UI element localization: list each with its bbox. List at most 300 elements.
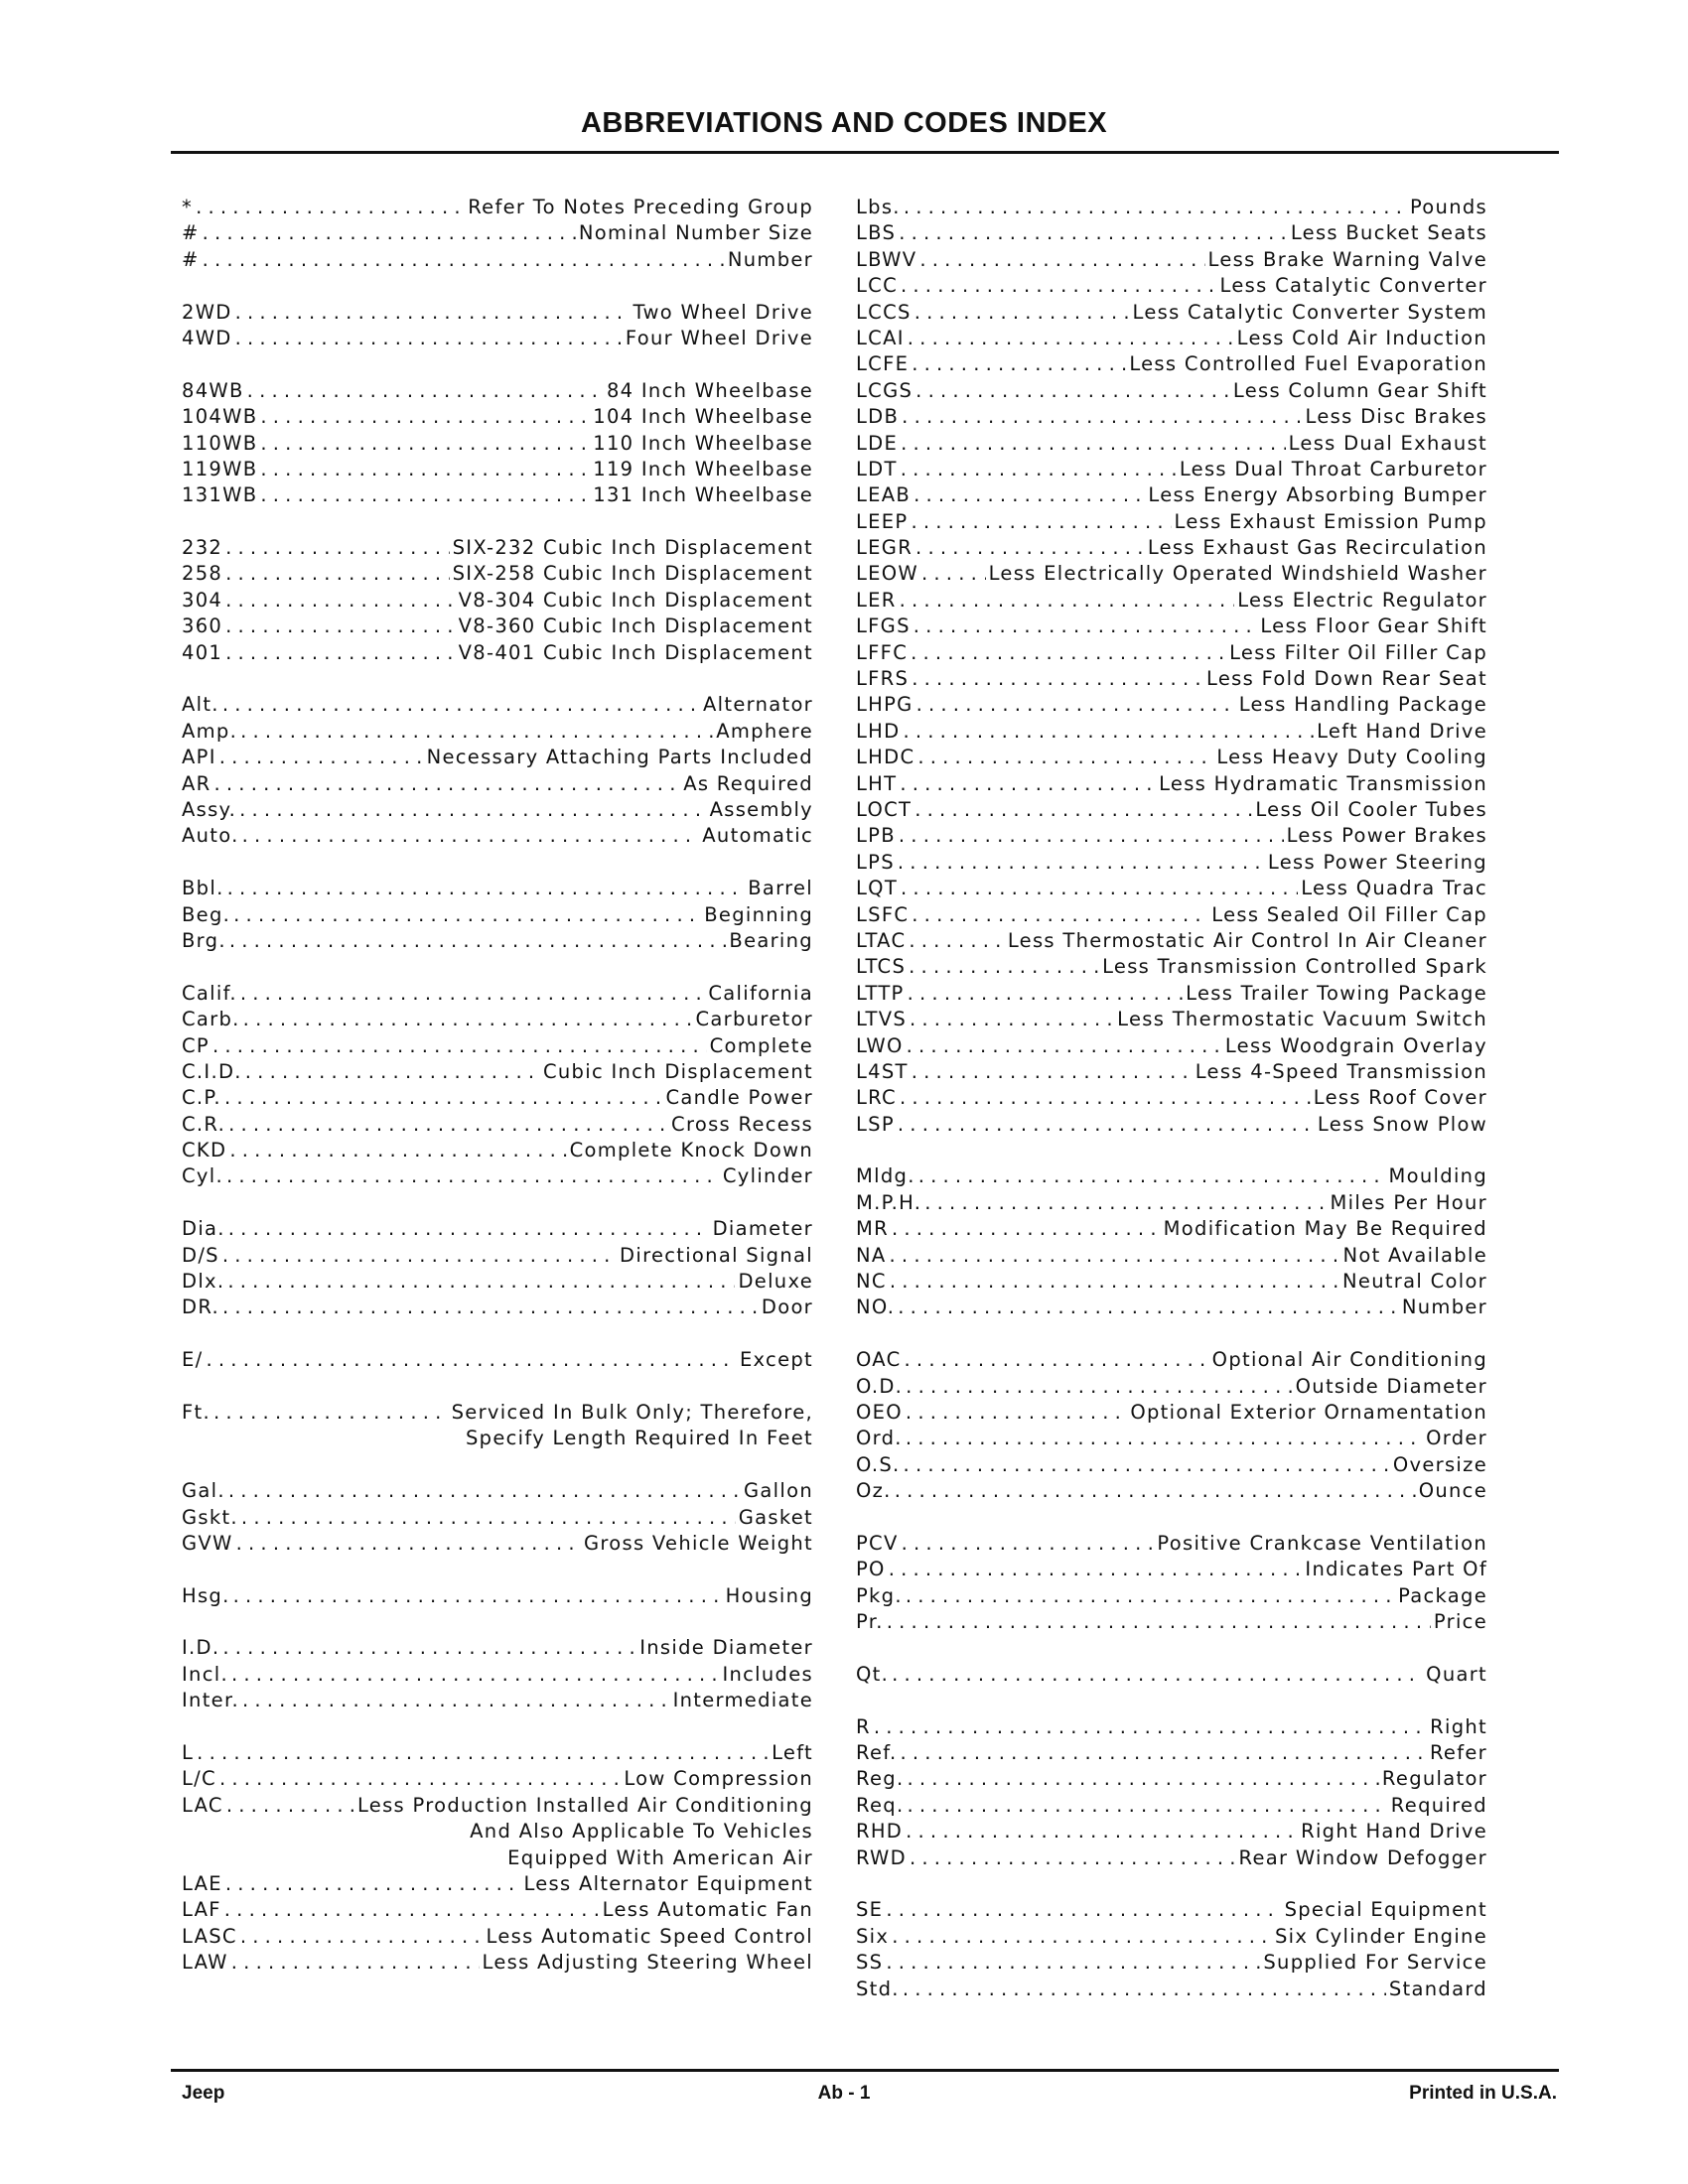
index-entry: [182, 640, 813, 666]
entry-abbreviation: LEEP: [856, 509, 909, 533]
entry-meaning: Housing: [725, 1583, 813, 1607]
group-spacer: [182, 850, 813, 876]
entry-abbreviation: LBWV: [856, 247, 917, 271]
index-entry: [182, 745, 813, 770]
dot-leader: [225, 1871, 521, 1897]
dot-leader: [235, 326, 623, 351]
index-entry: [856, 745, 1487, 770]
entry-meaning: Necessary Attaching Parts Included: [426, 746, 813, 769]
dot-leader: [899, 220, 1288, 246]
entry-abbreviation: Dlx.: [182, 1270, 225, 1294]
dot-leader: [233, 1583, 723, 1609]
entry-meaning: Nominal Number Size: [578, 221, 813, 245]
entry-meaning: Optional Exterior Ornamentation: [1130, 1400, 1487, 1424]
dot-leader: [219, 1766, 621, 1792]
group-spacer: [856, 1505, 1487, 1531]
entry-abbreviation: LAW: [182, 1951, 228, 1975]
entry-abbreviation: LDT: [856, 457, 898, 480]
entry-meaning: Less Production Installed Air Conditioning: [356, 1793, 813, 1817]
index-entry: [856, 1557, 1487, 1582]
dot-leader: [242, 1688, 670, 1713]
dot-leader: [917, 745, 1213, 770]
dot-leader: [886, 1897, 1281, 1923]
entry-abbreviation: OAC: [856, 1348, 902, 1372]
index-entry: [856, 1977, 1487, 2002]
dot-leader: [914, 797, 1252, 823]
dot-leader: [911, 640, 1226, 666]
dot-leader: [260, 431, 590, 457]
entry-meaning: Indicates Part Of: [1305, 1558, 1487, 1581]
group-spacer: [182, 273, 813, 299]
index-entry: [856, 1295, 1487, 1320]
dot-leader: [901, 457, 1177, 482]
dot-leader: [912, 902, 1208, 928]
dot-leader: [909, 928, 1004, 954]
dot-leader: [225, 588, 456, 614]
entry-meaning: Refer: [1429, 1741, 1487, 1765]
dot-leader: [919, 247, 1204, 273]
page-number: Ab - 1: [817, 2083, 871, 2104]
index-entry: [182, 404, 813, 430]
entry-abbreviation: LPB: [856, 824, 896, 848]
entry-meaning: Four Wheel Drive: [625, 326, 813, 349]
dot-leader: [228, 1478, 741, 1504]
index-entry: [856, 1426, 1487, 1451]
entry-abbreviation: LFFC: [856, 640, 909, 664]
footer-rule: [171, 2069, 1559, 2072]
index-entry: [856, 588, 1487, 614]
index-entry: [182, 1583, 813, 1609]
dot-leader: [906, 1400, 1127, 1426]
entry-abbreviation: LHPG: [856, 693, 914, 717]
index-entry: [856, 247, 1487, 273]
entry-abbreviation: Beg.: [182, 902, 231, 926]
entry-meaning: Gross Vehicle Weight: [583, 1531, 813, 1555]
index-entry: [856, 220, 1487, 246]
dot-leader: [222, 692, 700, 718]
footer-brand: Jeep: [182, 2083, 225, 2104]
entry-abbreviation: #: [182, 247, 200, 271]
entry-continuation: And Also Applicable To Vehicles: [470, 1820, 813, 1843]
index-entry: [856, 482, 1487, 508]
index-entry: [182, 1033, 813, 1059]
index-entry: [182, 535, 813, 561]
entry-abbreviation: Ref.: [856, 1741, 898, 1765]
entry-abbreviation: Auto.: [182, 824, 239, 848]
entry-abbreviation: 104WB: [182, 405, 258, 429]
dot-leader: [904, 195, 1407, 220]
entry-meaning: 119 Inch Wheelbase: [593, 457, 813, 480]
index-entry: [856, 1085, 1487, 1111]
entry-meaning: V8-401 Cubic Inch Displacement: [458, 640, 813, 664]
dot-leader: [887, 1609, 1431, 1635]
entry-meaning: Less Filter Oil Filler Cap: [1229, 640, 1487, 664]
dot-leader: [915, 535, 1145, 561]
index-entry: [182, 195, 813, 220]
index-entry: [856, 928, 1487, 954]
dot-leader: [907, 1033, 1222, 1059]
group-spacer: [856, 1871, 1487, 1897]
entry-meaning: Cylinder: [722, 1164, 813, 1188]
entry-meaning: Less Heavy Duty Cooling: [1216, 746, 1487, 769]
entry-abbreviation: LCC: [856, 274, 898, 298]
entry-meaning: Package: [1398, 1583, 1487, 1607]
dot-leader: [908, 981, 1184, 1007]
entry-meaning: Less Hydramatic Transmission: [1159, 771, 1487, 795]
entry-abbreviation: LEAB: [856, 483, 912, 507]
dot-leader: [898, 1112, 1315, 1138]
entry-meaning: V8-360 Cubic Inch Displacement: [458, 614, 813, 638]
dot-leader: [222, 1295, 759, 1320]
entry-meaning: Diameter: [712, 1217, 813, 1241]
index-entry: [182, 1243, 813, 1269]
entry-meaning: Less Exhaust Emission Pump: [1174, 509, 1487, 533]
dot-leader: [224, 1897, 600, 1923]
entry-abbreviation: Mldg.: [856, 1164, 915, 1188]
entry-abbreviation: LDB: [856, 405, 900, 429]
index-entry: [856, 1583, 1487, 1609]
dot-leader: [203, 220, 576, 246]
index-entry: [182, 928, 813, 954]
entry-abbreviation: L4ST: [856, 1059, 909, 1083]
entry-abbreviation: LRC: [856, 1086, 897, 1110]
index-entry: [182, 1897, 813, 1923]
entry-meaning: 110 Inch Wheelbase: [593, 431, 813, 455]
index-entry: [856, 823, 1487, 849]
dot-leader: [225, 535, 449, 561]
entry-meaning: Less Roof Cover: [1313, 1086, 1487, 1110]
entry-meaning: SIX-232 Cubic Inch Displacement: [452, 536, 813, 560]
index-entry: [856, 797, 1487, 823]
index-entry: [856, 1662, 1487, 1688]
entry-abbreviation: OEO: [856, 1400, 903, 1424]
index-entry: [182, 1269, 813, 1295]
entry-abbreviation: LAC: [182, 1793, 223, 1817]
entry-abbreviation: Oz.: [856, 1479, 892, 1503]
entry-abbreviation: NA: [856, 1243, 887, 1267]
entry-abbreviation: Reg.: [856, 1767, 905, 1791]
entry-abbreviation: 401: [182, 640, 223, 664]
dot-leader: [924, 1190, 1327, 1216]
dot-leader: [196, 195, 465, 220]
entry-abbreviation: Gskt.: [182, 1505, 238, 1529]
group-spacer: [856, 1635, 1487, 1661]
entry-meaning: Positive Crankcase Ventilation: [1157, 1531, 1487, 1555]
entry-abbreviation: Incl.: [182, 1662, 228, 1686]
index-entry: [856, 273, 1487, 299]
entry-abbreviation: LWO: [856, 1033, 904, 1057]
entry-meaning: Cubic Inch Displacement: [542, 1059, 813, 1083]
dot-leader: [260, 404, 590, 430]
entry-abbreviation: LTTP: [856, 981, 905, 1005]
entry-abbreviation: *: [182, 196, 194, 218]
entry-meaning: Less Controlled Fuel Evaporation: [1129, 352, 1487, 376]
index-entry: [182, 1505, 813, 1531]
entry-meaning: Regulator: [1381, 1767, 1487, 1791]
header-rule: [171, 151, 1559, 154]
entry-abbreviation: 119WB: [182, 457, 258, 480]
dot-leader: [233, 902, 701, 928]
entry-continuation: Equipped With American Air: [507, 1845, 813, 1869]
index-entry: [856, 719, 1487, 745]
entry-meaning: Less Column Gear Shift: [1232, 378, 1487, 402]
index-entry: [182, 1740, 813, 1766]
entry-abbreviation: SS: [856, 1951, 884, 1975]
entry-meaning: Assembly: [709, 797, 813, 821]
entry-abbreviation: LEOW: [856, 562, 919, 586]
entry-meaning: Less Quadra Trac: [1301, 877, 1487, 900]
dot-leader: [902, 404, 1302, 430]
entry-abbreviation: Carb.: [182, 1008, 240, 1031]
entry-meaning: Supplied For Service: [1263, 1951, 1487, 1975]
index-entry: [856, 1374, 1487, 1400]
dot-leader: [903, 719, 1314, 745]
index-entry: [182, 823, 813, 849]
entry-meaning: Right Hand Drive: [1301, 1820, 1487, 1843]
group-spacer: [182, 1609, 813, 1635]
entry-meaning: 84 Inch Wheelbase: [606, 378, 813, 402]
entry-abbreviation: Hsg.: [182, 1583, 230, 1607]
index-entry: [856, 876, 1487, 901]
index-entry: [856, 954, 1487, 980]
entry-abbreviation: LSFC: [856, 902, 910, 926]
index-entry: [182, 457, 813, 482]
dot-leader: [260, 457, 590, 482]
index-entry: [182, 692, 813, 718]
index-entry: [182, 1059, 813, 1085]
entry-abbreviation: 2WD: [182, 300, 232, 324]
index-entry: [856, 640, 1487, 666]
entry-meaning: Less 4-Speed Transmission: [1195, 1059, 1487, 1083]
index-entry: [182, 1478, 813, 1504]
dot-leader: [892, 1924, 1272, 1950]
index-entry: [182, 614, 813, 639]
entry-abbreviation: NO.: [856, 1296, 896, 1319]
group-spacer: [182, 1452, 813, 1478]
entry-meaning: Less Dual Throat Carburetor: [1179, 457, 1487, 480]
entry-meaning: Beginning: [704, 902, 813, 926]
dot-leader: [219, 745, 424, 770]
dot-leader: [900, 771, 1156, 797]
dot-leader: [912, 666, 1203, 692]
entry-meaning: Less Thermostatic Air Control In Air Cleaner: [1007, 928, 1487, 952]
entry-abbreviation: LBS: [856, 221, 897, 245]
index-entry: [182, 1216, 813, 1242]
entry-meaning: Alternator: [703, 693, 813, 717]
entry-meaning: Cross Recess: [671, 1112, 813, 1136]
dot-leader: [916, 692, 1236, 718]
entry-abbreviation: CP: [182, 1033, 210, 1057]
entry-meaning: Right: [1430, 1714, 1487, 1738]
entry-meaning: Ounce: [1418, 1479, 1487, 1503]
dot-leader: [915, 378, 1230, 404]
dot-leader: [921, 561, 986, 587]
index-entry: [856, 771, 1487, 797]
dot-leader: [231, 1662, 720, 1688]
entry-meaning: Less Trailer Towing Package: [1186, 981, 1487, 1005]
entry-meaning: Serviced In Bulk Only; Therefore,: [451, 1400, 813, 1424]
entry-abbreviation: RHD: [856, 1820, 904, 1843]
entry-meaning: Complete Knock Down: [569, 1139, 813, 1162]
index-entry: [856, 457, 1487, 482]
dot-leader: [900, 1085, 1311, 1111]
entry-meaning: Less Cold Air Induction: [1236, 326, 1487, 349]
entry-meaning: Automatic: [702, 824, 813, 848]
entry-meaning: Bearing: [729, 928, 813, 952]
index-entry: [182, 1924, 813, 1950]
entry-meaning: Low Compression: [624, 1767, 813, 1791]
index-entry: [856, 1609, 1487, 1635]
dot-leader: [905, 1347, 1209, 1373]
dot-leader: [213, 1400, 449, 1426]
index-entry: [856, 404, 1487, 430]
entry-meaning: Includes: [722, 1662, 813, 1686]
index-entry: [182, 1950, 813, 1976]
dot-leader: [260, 482, 590, 508]
index-entry: [182, 1007, 813, 1032]
entry-meaning: Oversize: [1392, 1452, 1487, 1476]
dot-leader: [900, 588, 1235, 614]
entry-abbreviation: LFGS: [856, 614, 911, 638]
entry-abbreviation: Brg.: [182, 928, 226, 952]
entry-meaning: Less Power Steering: [1267, 850, 1487, 874]
entry-abbreviation: L/C: [182, 1767, 216, 1791]
dot-leader: [901, 1740, 1427, 1766]
entry-abbreviation: C.P.: [182, 1086, 221, 1110]
entry-abbreviation: Bbl.: [182, 877, 224, 900]
index-entry: [182, 326, 813, 351]
index-entry: [856, 1400, 1487, 1426]
entry-meaning: Amphere: [716, 719, 813, 743]
dot-leader: [909, 954, 1099, 980]
dot-leader: [222, 1635, 636, 1661]
dot-leader: [902, 1531, 1155, 1557]
dot-leader: [243, 1007, 693, 1032]
entry-meaning: Less Handling Package: [1238, 693, 1487, 717]
entry-abbreviation: L: [182, 1741, 195, 1765]
dot-leader: [906, 1583, 1395, 1609]
index-entry: [182, 1347, 813, 1373]
entry-meaning: Door: [761, 1296, 813, 1319]
dot-leader: [228, 1216, 710, 1242]
entry-meaning: Number: [727, 247, 813, 271]
entry-meaning: Less Disc Brakes: [1305, 405, 1487, 429]
index-entry: [856, 509, 1487, 535]
entry-abbreviation: Calif.: [182, 981, 237, 1005]
index-entry: [856, 561, 1487, 587]
entry-abbreviation: Std.: [856, 1977, 900, 2000]
dot-leader: [212, 1033, 707, 1059]
dot-leader: [901, 431, 1285, 457]
dot-leader: [224, 1085, 663, 1111]
index-entry: [182, 876, 813, 901]
group-spacer: [182, 1321, 813, 1347]
entry-abbreviation: 304: [182, 588, 223, 612]
entry-abbreviation: 110WB: [182, 431, 258, 455]
dot-leader: [227, 876, 746, 901]
entry-abbreviation: Req.: [856, 1793, 905, 1817]
index-entry: [182, 902, 813, 928]
entry-meaning: Quart: [1426, 1662, 1487, 1686]
entry-continuation: Specify Length Required In Feet: [466, 1427, 813, 1450]
dot-leader: [886, 1950, 1260, 1976]
index-entry: [856, 1924, 1487, 1950]
index-entry: [182, 1163, 813, 1189]
entry-meaning: Six Cylinder Engine: [1274, 1924, 1487, 1948]
dot-leader: [892, 1662, 1423, 1688]
index-entry: [182, 482, 813, 508]
entry-abbreviation: D/S: [182, 1243, 219, 1267]
index-entry: [182, 981, 813, 1007]
entry-meaning: Less Automatic Fan: [602, 1898, 813, 1922]
index-entry: [182, 719, 813, 745]
dot-leader: [229, 928, 727, 954]
dot-leader: [242, 823, 700, 849]
index-entry: [182, 1531, 813, 1557]
index-entry: [856, 1269, 1487, 1295]
index-entry: [182, 1635, 813, 1661]
index-entry: [182, 1871, 813, 1897]
index-entry: [856, 1007, 1487, 1032]
index-entry: [182, 1085, 813, 1111]
entry-meaning: V8-304 Cubic Inch Displacement: [458, 588, 813, 612]
entry-abbreviation: R: [856, 1714, 871, 1738]
entry-abbreviation: SE: [856, 1898, 884, 1922]
dot-leader: [225, 561, 449, 587]
entry-abbreviation: LFRS: [856, 667, 910, 691]
entry-abbreviation: #: [182, 221, 200, 245]
dot-leader: [874, 1714, 1427, 1740]
index-entry: [856, 431, 1487, 457]
dot-leader: [908, 326, 1234, 351]
entry-abbreviation: LCGS: [856, 378, 914, 402]
index-entry: [856, 1897, 1487, 1923]
dot-leader: [225, 640, 456, 666]
dot-leader: [214, 771, 681, 797]
group-spacer: [182, 1374, 813, 1400]
entry-abbreviation: Pr.: [856, 1610, 884, 1634]
entry-abbreviation: Dia.: [182, 1217, 225, 1241]
dot-leader: [240, 981, 706, 1007]
entry-meaning: SIX-258 Cubic Inch Displacement: [452, 562, 813, 586]
group-spacer: [182, 954, 813, 980]
entry-abbreviation: LASC: [182, 1924, 237, 1948]
entry-meaning: Special Equipment: [1284, 1898, 1487, 1922]
entry-abbreviation: AR: [182, 771, 211, 795]
entry-meaning: Left: [772, 1741, 813, 1765]
group-spacer: [182, 1714, 813, 1740]
entry-abbreviation: PCV: [856, 1531, 899, 1555]
dot-leader: [910, 1007, 1114, 1032]
index-entry: [856, 1950, 1487, 1976]
entry-meaning: California: [708, 981, 813, 1005]
index-entry: [182, 247, 813, 273]
entry-abbreviation: C.R.: [182, 1112, 226, 1136]
entry-abbreviation: DR.: [182, 1296, 219, 1319]
dot-leader: [912, 351, 1126, 377]
entry-abbreviation: LAF: [182, 1898, 221, 1922]
entry-meaning: Less Catalytic Converter System: [1132, 300, 1487, 324]
entry-meaning: Moulding: [1388, 1164, 1487, 1188]
entry-abbreviation: Qt.: [856, 1662, 890, 1686]
dot-leader: [247, 378, 604, 404]
entry-meaning: 104 Inch Wheelbase: [593, 405, 813, 429]
index-entry: [856, 1243, 1487, 1269]
entry-meaning: Number: [1401, 1296, 1487, 1319]
dot-leader: [245, 1059, 540, 1085]
entry-abbreviation: Cyl.: [182, 1164, 223, 1188]
entry-meaning: Neutral Color: [1342, 1270, 1487, 1294]
